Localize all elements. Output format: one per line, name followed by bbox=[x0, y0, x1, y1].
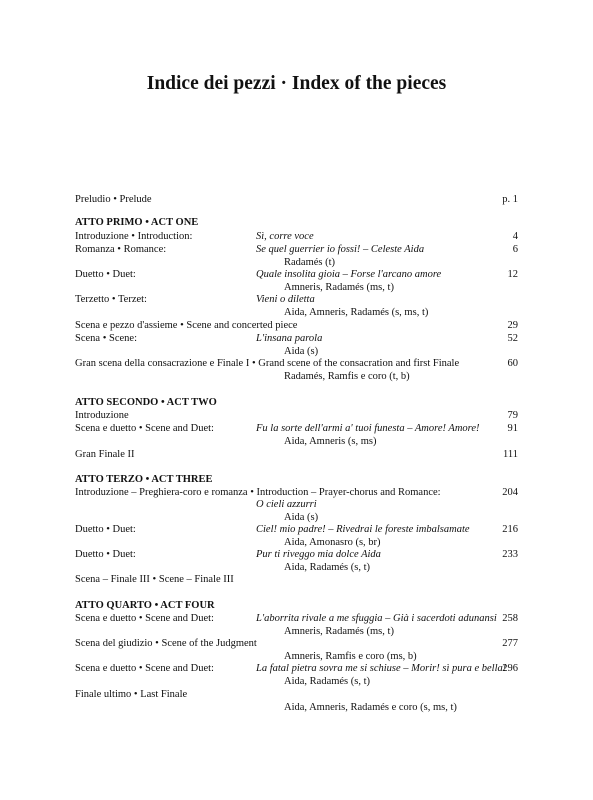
toc-cast: Amneris, Radamés (ms, t) bbox=[284, 626, 394, 637]
toc-entry-label: Duetto • Duet: bbox=[75, 269, 136, 280]
act-heading: ATTO PRIMO • ACT ONE bbox=[75, 217, 199, 228]
toc-page-number: 29 bbox=[507, 320, 518, 331]
toc-cast-row bbox=[0, 435, 593, 449]
toc-row bbox=[0, 612, 593, 626]
toc-entry-label: Scena – Finale III • Scene – Finale III bbox=[75, 574, 234, 585]
toc-cast-row bbox=[0, 701, 593, 715]
toc-work-title: Se quel guerrier io fossi! – Celeste Aida bbox=[256, 244, 425, 255]
act-heading: ATTO SECONDO • ACT TWO bbox=[75, 397, 217, 408]
toc-cast: Aida, Radamés (s, t) bbox=[284, 562, 371, 573]
toc-entry-label: Scena e duetto • Scene and Duet: bbox=[75, 423, 214, 434]
act-heading-three bbox=[0, 473, 593, 487]
toc-row bbox=[0, 548, 593, 562]
toc-entry-label: Introduzione bbox=[75, 410, 129, 421]
toc-page-number: 216 bbox=[502, 524, 518, 535]
toc-row bbox=[0, 523, 593, 537]
toc-entry-label: Terzetto • Terzet: bbox=[75, 294, 147, 305]
toc-page-number: 60 bbox=[507, 358, 518, 369]
toc-entry-label: Romanza • Romance: bbox=[75, 244, 167, 255]
toc-row bbox=[0, 448, 593, 462]
act-heading: ATTO QUARTO • ACT FOUR bbox=[75, 600, 215, 611]
toc-cast: Aida (s) bbox=[284, 346, 319, 357]
toc-row bbox=[0, 409, 593, 423]
toc-entry-label: Gran Finale II bbox=[75, 449, 135, 460]
act-heading-four bbox=[0, 599, 593, 613]
toc-entry-label: Preludio • Prelude bbox=[75, 194, 152, 205]
toc-cast: Aida, Amonasro (s, br) bbox=[284, 537, 381, 548]
toc-entry-label: Scena e pezzo d'assieme • Scene and concerted piece bbox=[75, 320, 298, 331]
toc-entry-label: Scena e duetto • Scene and Duet: bbox=[75, 613, 214, 624]
page-title: Indice dei pezzi · Index of the pieces bbox=[146, 73, 447, 94]
toc-page-number: 6 bbox=[512, 244, 518, 255]
toc-page-number: 258 bbox=[502, 613, 518, 624]
toc-page-number: p. 1 bbox=[502, 194, 518, 205]
toc-page-number: 12 bbox=[507, 269, 518, 280]
toc-cast-row bbox=[0, 675, 593, 689]
toc-row bbox=[0, 422, 593, 436]
toc-page-number: 111 bbox=[503, 449, 518, 460]
toc-work-title: Ciel! mio padre! – Rivedrai le foreste imbalsamate bbox=[256, 524, 470, 535]
toc-row bbox=[0, 230, 593, 244]
toc-cast: Aida, Radamés (s, t) bbox=[284, 676, 371, 687]
toc-cast: Amneris, Ramfis e coro (ms, b) bbox=[284, 651, 417, 662]
act-heading-one bbox=[0, 216, 593, 230]
toc-row bbox=[0, 637, 593, 651]
toc-entry-label: Introduzione • Introduction: bbox=[75, 231, 193, 242]
toc-work-title: Sì, corre voce bbox=[256, 231, 314, 242]
toc-page-number: 204 bbox=[502, 487, 518, 498]
toc-work-row bbox=[0, 498, 593, 512]
toc-work-title: L'aborrita rivale a me sfuggia – Già i sacerdoti adunansi bbox=[256, 613, 497, 624]
toc-entry-label: Duetto • Duet: bbox=[75, 524, 136, 535]
toc-cast: Aida, Amneris, Radamés (s, ms, t) bbox=[284, 307, 429, 318]
toc-page-number: 277 bbox=[502, 638, 518, 649]
toc-entry-label: Duetto • Duet: bbox=[75, 549, 136, 560]
toc-entry-label: Scena e duetto • Scene and Duet: bbox=[75, 663, 214, 674]
toc-work-title: Fu la sorte dell'armi a' tuoi funesta – Amore! Amore! bbox=[256, 423, 480, 434]
act-heading: ATTO TERZO • ACT THREE bbox=[75, 474, 213, 485]
toc-row bbox=[0, 243, 593, 257]
toc-page-number: 4 bbox=[512, 231, 518, 242]
toc-cast: Aida, Amneris (s, ms) bbox=[284, 436, 377, 447]
toc-page-number: 296 bbox=[502, 663, 518, 674]
toc-cast: Aida, Amneris, Radamés e coro (s, ms, t) bbox=[284, 702, 457, 713]
toc-row bbox=[0, 293, 593, 307]
toc-entry-label: Scena del giudizio • Scene of the Judgment bbox=[75, 638, 257, 649]
toc-cast: Aida (s) bbox=[284, 512, 319, 523]
toc-row bbox=[0, 662, 593, 676]
toc-page-number: 233 bbox=[502, 549, 518, 560]
toc-cast: Radamés (t) bbox=[284, 257, 336, 268]
toc-cast: Amneris, Radamés (ms, t) bbox=[284, 282, 394, 293]
toc-entry-label: Introduzione – Preghiera-coro e romanza • Introduction – Prayer-chorus and Romance: bbox=[75, 487, 441, 498]
toc-entry-label: Finale ultimo • Last Finale bbox=[75, 689, 188, 700]
toc-entry-label: Gran scena della consacrazione e Finale I • Grand scene of the consacration and first Finale bbox=[75, 358, 460, 369]
toc-row bbox=[0, 357, 593, 371]
toc-row-prelude bbox=[0, 193, 593, 207]
toc-work-title: O cieli azzurri bbox=[256, 499, 317, 510]
toc-cast: Radamés, Ramfis e coro (t, b) bbox=[284, 371, 410, 382]
toc-row bbox=[0, 688, 593, 702]
toc-row bbox=[0, 573, 593, 587]
toc-page-number: 52 bbox=[507, 333, 518, 344]
toc-work-title: La fatal pietra sovra me si schiuse – Morir! sì pura e bella! bbox=[256, 663, 507, 674]
toc-cast-row bbox=[0, 306, 593, 320]
act-heading-two bbox=[0, 396, 593, 410]
toc-cast-row bbox=[0, 370, 593, 384]
toc-entry-label: Scena • Scene: bbox=[75, 333, 137, 344]
toc-work-title: Vieni o diletta bbox=[256, 294, 315, 305]
toc-row bbox=[0, 319, 593, 333]
toc-work-title: Pur ti riveggo mia dolce Aida bbox=[256, 549, 381, 560]
toc-work-title: L'insana parola bbox=[256, 333, 323, 344]
toc-row bbox=[0, 332, 593, 346]
toc-row bbox=[0, 268, 593, 282]
toc-work-title: Quale insolita gioia – Forse l'arcano amore bbox=[256, 269, 442, 280]
toc-page-number: 79 bbox=[507, 410, 518, 421]
toc-page-number: 91 bbox=[507, 423, 518, 434]
